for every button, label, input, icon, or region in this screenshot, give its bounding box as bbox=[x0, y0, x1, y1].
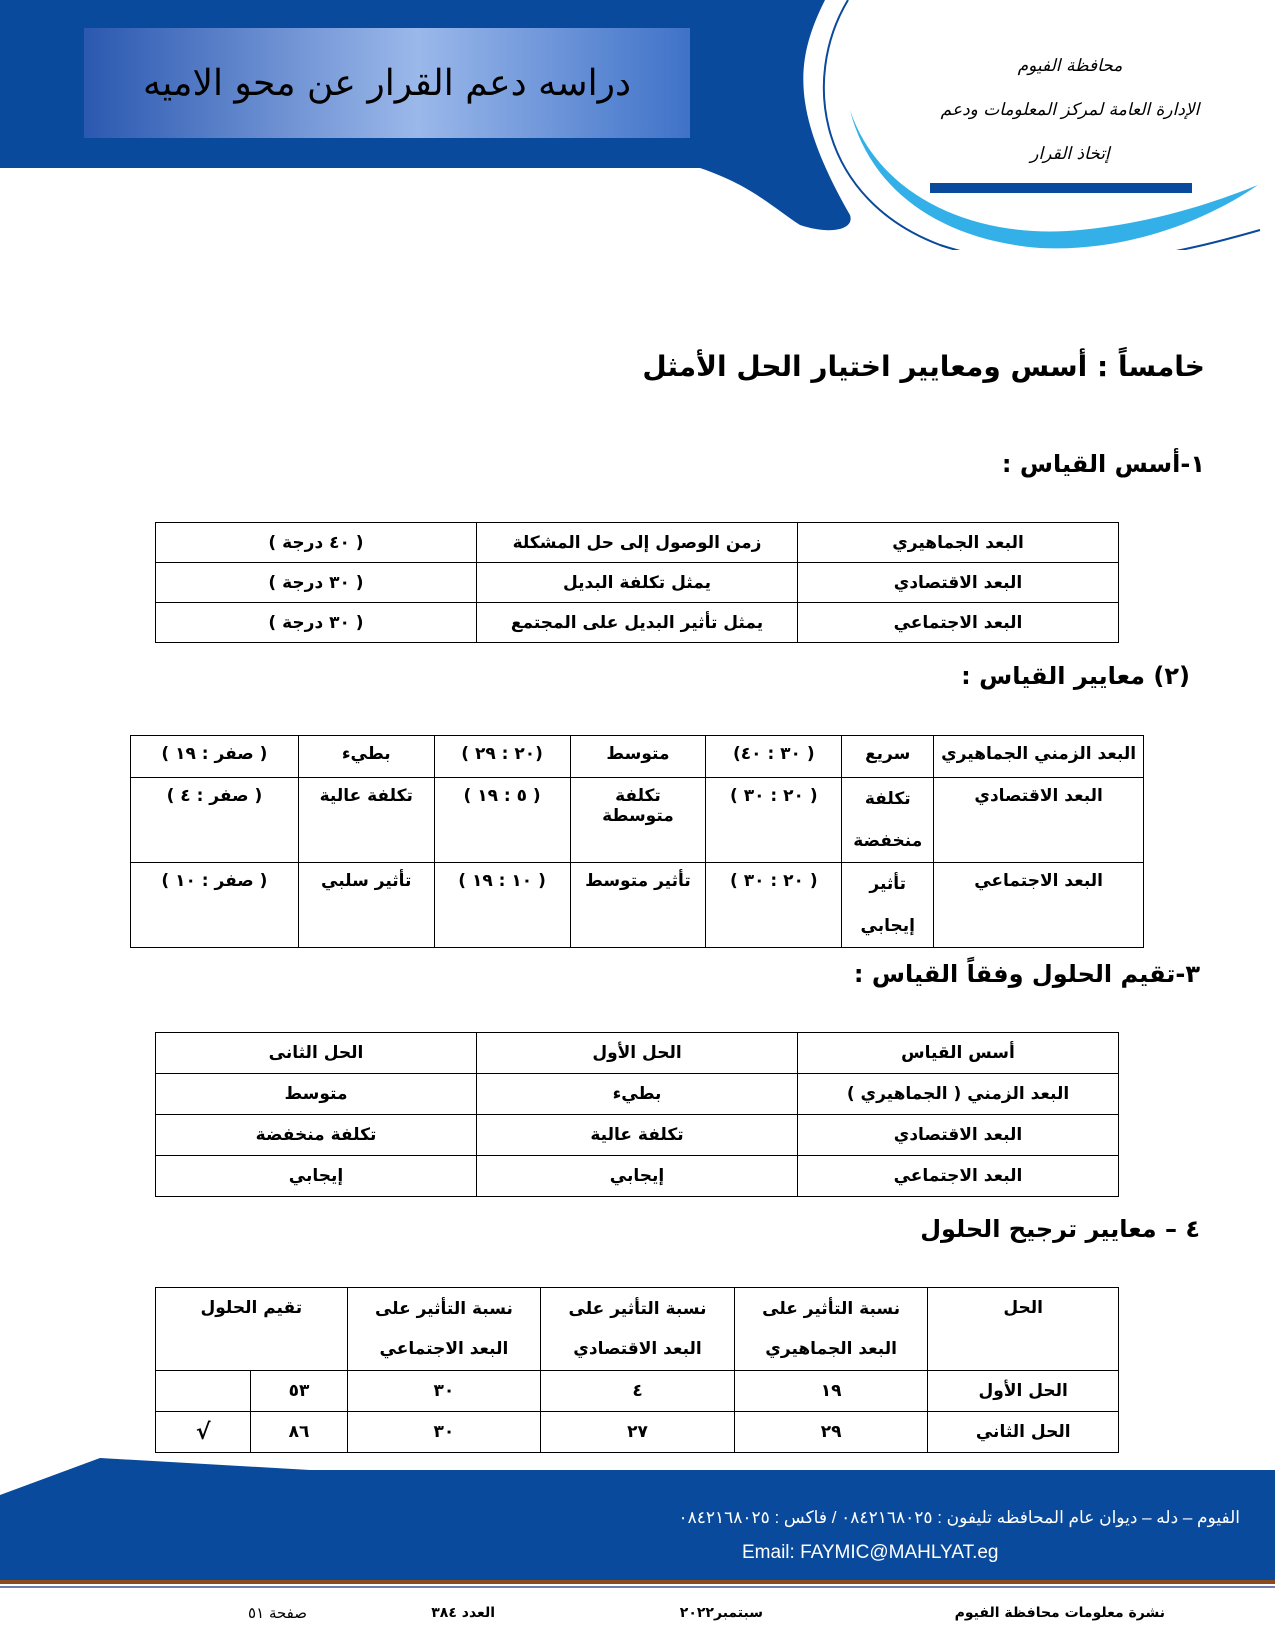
table-cell: البعد الاجتماعي bbox=[798, 1156, 1119, 1197]
table-cell: ( ٢٠ : ٣٠ ) bbox=[706, 778, 842, 863]
sub4-heading: ٤ – معايير ترجيح الحلول bbox=[920, 1215, 1200, 1243]
table-cell bbox=[156, 1371, 251, 1412]
table-cell: ٢٩ bbox=[734, 1412, 928, 1453]
table-cell: البعد الاقتصادي bbox=[798, 1115, 1119, 1156]
table-row bbox=[156, 1115, 1119, 1156]
table-cell: ١٩ bbox=[734, 1371, 928, 1412]
table-cell: متوسط bbox=[570, 736, 706, 778]
measurement-bases-table bbox=[155, 522, 1119, 643]
table-row bbox=[156, 1412, 1119, 1453]
table-cell: ( ٣٠ درجة ) bbox=[156, 563, 477, 603]
table-cell: ( ٣٠ : ٤٠) bbox=[706, 736, 842, 778]
table-cell: ( ١٠ : ١٩ ) bbox=[434, 863, 570, 948]
sub1-heading: ١-أسس القياس : bbox=[1001, 450, 1205, 478]
table-row bbox=[156, 1371, 1119, 1412]
document-title: دراسه دعم القرار عن محو الاميه bbox=[143, 62, 631, 104]
table-cell: إيجابي bbox=[156, 1156, 477, 1197]
table-cell: تكلفة عالية bbox=[298, 778, 434, 863]
header-econ-impact: نسبة التأثير على البعد الاقتصادي bbox=[541, 1288, 735, 1371]
issue-number: العدد ٣٨٤ bbox=[431, 1605, 495, 1621]
table-cell: ( صفر : ١٠ ) bbox=[131, 863, 299, 948]
sub2-heading: (٢) معايير القياس : bbox=[961, 662, 1190, 690]
header-evaluation: تقيم الحلول bbox=[156, 1288, 348, 1371]
org-line-1: محافظة الفيوم bbox=[1017, 56, 1123, 76]
table-cell: تأثير سلبي bbox=[298, 863, 434, 948]
table-cell: ٨٦ bbox=[251, 1412, 347, 1453]
table-cell: تكلفة متوسطة bbox=[570, 778, 706, 863]
publication-name: نشرة معلومات محافظة الفيوم bbox=[954, 1605, 1165, 1621]
table-row bbox=[156, 563, 1119, 603]
solutions-weighting-table bbox=[155, 1287, 1119, 1453]
table-cell: البعد الزمني الجماهيري bbox=[934, 736, 1144, 778]
table-cell: تكلفة عالية bbox=[477, 1115, 798, 1156]
table-row bbox=[131, 736, 1144, 778]
solutions-evaluation-table bbox=[155, 1032, 1119, 1197]
table-row bbox=[156, 1156, 1119, 1197]
table-cell: بطيء bbox=[298, 736, 434, 778]
table-cell: تكلفة منخفضة bbox=[156, 1115, 477, 1156]
table-cell: سريع bbox=[842, 736, 934, 778]
table-row bbox=[156, 1288, 1119, 1371]
table-cell: زمن الوصول إلى حل المشكلة bbox=[477, 523, 798, 563]
table-row bbox=[156, 603, 1119, 643]
table-row bbox=[156, 1074, 1119, 1115]
table-row bbox=[156, 1033, 1119, 1074]
table-cell: تأثير متوسط bbox=[570, 863, 706, 948]
measurement-criteria-table bbox=[130, 735, 1144, 948]
table-cell: ( ٣٠ درجة ) bbox=[156, 603, 477, 643]
table-cell: (٢٠ : ٢٩ ) bbox=[434, 736, 570, 778]
table-cell: تكلفة منخفضة bbox=[842, 778, 934, 863]
table-cell: متوسط bbox=[156, 1074, 477, 1115]
table-cell: البعد الاقتصادي bbox=[798, 563, 1119, 603]
table-cell: الحل الثانى bbox=[156, 1033, 477, 1074]
table-row bbox=[131, 778, 1144, 863]
table-cell: تأثير إيجابي bbox=[842, 863, 934, 948]
section-heading: خامساً : أسس ومعايير اختيار الحل الأمثل bbox=[642, 350, 1205, 383]
table-cell: البعد الاقتصادي bbox=[934, 778, 1144, 863]
table-cell: ٥٣ bbox=[251, 1371, 347, 1412]
table-row bbox=[131, 863, 1144, 948]
table-cell: ( صفر : ٤ ) bbox=[131, 778, 299, 863]
sub3-heading: ٣-تقيم الحلول وفقاً القياس : bbox=[853, 960, 1200, 988]
table-cell: ( ٥ : ١٩ ) bbox=[434, 778, 570, 863]
org-line-3: إتخاذ القرار bbox=[1030, 144, 1110, 164]
table-cell: يمثل تأثير البديل على المجتمع bbox=[477, 603, 798, 643]
footer-email: Email: FAYMIC@MAHLYAT.eg bbox=[742, 1542, 999, 1563]
table-cell: ( ٤٠ درجة ) bbox=[156, 523, 477, 563]
table-cell: ٤ bbox=[541, 1371, 735, 1412]
table-cell: ٣٠ bbox=[347, 1412, 541, 1453]
publication-date: سبتمبر٢٠٢٢ bbox=[679, 1605, 763, 1621]
table-cell: ٣٠ bbox=[347, 1371, 541, 1412]
table-row bbox=[156, 523, 1119, 563]
header-mass-impact: نسبة التأثير على البعد الجماهيري bbox=[734, 1288, 928, 1371]
table-cell: البعد الزمني ( الجماهيري ) bbox=[798, 1074, 1119, 1115]
org-line-2: الإدارة العامة لمركز المعلومات ودعم bbox=[940, 100, 1200, 120]
organization-name bbox=[930, 44, 1210, 176]
table-cell: الحل الأول bbox=[477, 1033, 798, 1074]
page-number: صفحة ٥١ bbox=[248, 1604, 307, 1622]
table-cell: البعد الجماهيري bbox=[798, 523, 1119, 563]
table-cell: إيجابي bbox=[477, 1156, 798, 1197]
table-cell: أسس القياس bbox=[798, 1033, 1119, 1074]
footer-contact: الفيوم – دله – ديوان عام المحافظه تليفون : ٠٨٤٢١٦٨٠٢٥ / فاكس : ٠٨٤٢١٦٨٠٢٥ bbox=[678, 1508, 1240, 1527]
table-cell: ٢٧ bbox=[541, 1412, 735, 1453]
table-cell: البعد الاجتماعي bbox=[934, 863, 1144, 948]
check-mark: √ bbox=[156, 1412, 251, 1453]
header-solution: الحل bbox=[928, 1288, 1119, 1371]
table-cell: البعد الاجتماعي bbox=[798, 603, 1119, 643]
table-cell: يمثل تكلفة البديل bbox=[477, 563, 798, 603]
table-cell: الحل الثاني bbox=[928, 1412, 1119, 1453]
table-cell: ( ٢٠ : ٣٠ ) bbox=[706, 863, 842, 948]
table-cell: بطيء bbox=[477, 1074, 798, 1115]
table-cell: ( صفر : ١٩ ) bbox=[131, 736, 299, 778]
table-cell: الحل الأول bbox=[928, 1371, 1119, 1412]
header-social-impact: نسبة التأثير على البعد الاجتماعي bbox=[347, 1288, 541, 1371]
